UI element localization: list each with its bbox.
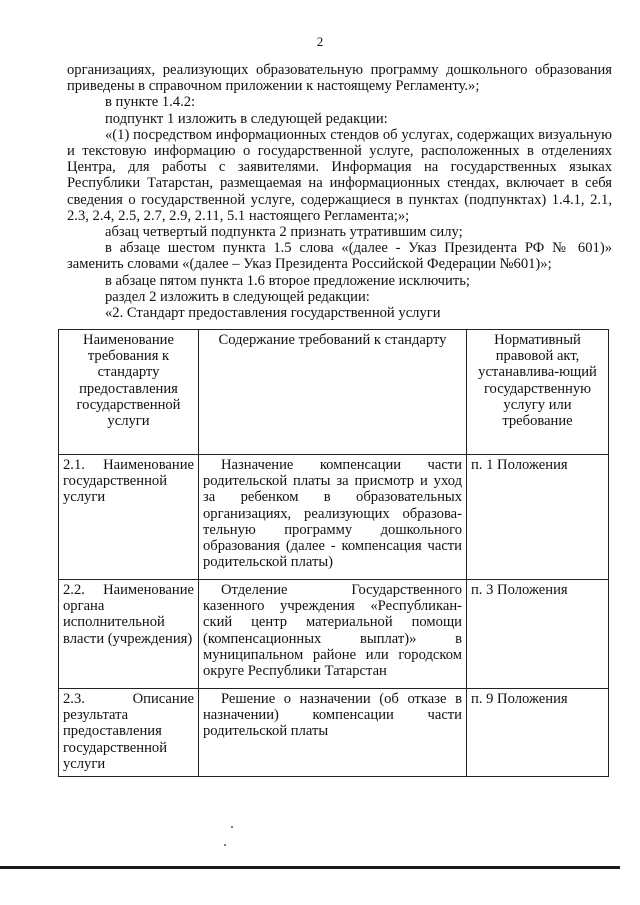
body-text <box>67 62 612 321</box>
scan-speck <box>224 844 226 846</box>
table-row <box>59 455 609 580</box>
column-header: Содержание требований к стандарту <box>199 330 467 455</box>
section-heading: «2. Стандарт предоставления государственной услуги <box>105 305 441 322</box>
paragraph: в пункте 1.4.2: <box>105 94 196 111</box>
content-text: Отделение Государственного казенного учреждения «Республикан-ский центр материальной помощи (компенсационных выплат)» в муниципальном районе или городском округе Республики Татарстан <box>203 582 462 680</box>
legal-act: п. 9 Положения <box>467 689 609 777</box>
legal-act: п. 1 Положения <box>467 455 609 580</box>
paragraph: абзац четвертый подпункта 2 признать утратившим силу; <box>105 224 463 241</box>
page-number: 2 <box>316 34 324 49</box>
requirement-name: 2.2. Наименование органа исполнительной власти (учреждения) <box>59 580 199 689</box>
requirement-content <box>199 580 467 689</box>
column-header: Нормативный правовой акт, устанавлива-ющий государственную услугу или требование <box>467 330 609 455</box>
table-row <box>59 580 609 689</box>
paragraph: в абзаце пятом пункта 1.6 второе предложение исключить; <box>105 272 470 289</box>
paragraph: раздел 2 изложить в следующей редакции: <box>105 288 370 305</box>
paragraph: организациях, реализующих образовательную программу дошкольного образования приведены в справочном приложении к настоящему Регламенту.»; <box>67 62 612 95</box>
paragraph: в абзаце шестом пункта 1.5 слова «(далее - Указ Президента РФ № 601)» заменить словами «(далее – Указ Президента Российской Федерации №601)»; <box>67 240 612 273</box>
requirement-content <box>199 455 467 580</box>
content-text: Назначение компенсации части родительской платы за присмотр и уход за ребенком в образовательных организациях, реализующих образова-тельную программу дошкольного образования (далее - компенсация части родительской платы) <box>203 457 462 571</box>
requirement-name: 2.3. Описание результата предоставления государственной услуги <box>59 689 199 777</box>
paragraph: «(1) посредством информационных стендов об услугах, содержащих визуальную и текстовую информацию о государственной услуге, расположенных в отделениях Центра, для работы с заявителями. Информация на государственных языках Республики Татарстан, размещаемая на информационных стендах, включает в себя сведения о государственной услуге, содержащиеся в пунктах (подпунктах) 1.4.1, 2.1, 2.3, 2.4, 2.5, 2.7, 2.9, 2.11, 5.1 настоящего Регламента;»; <box>67 126 612 224</box>
table-header-row <box>59 330 609 455</box>
legal-act: п. 3 Положения <box>467 580 609 689</box>
scan-edge-line <box>0 866 620 869</box>
requirement-name: 2.1. Наименование государственной услуги <box>59 455 199 580</box>
content-text: Решение о назначении (об отказе в назначении) компенсации части родительской платы <box>203 691 462 740</box>
paragraph: подпункт 1 изложить в следующей редакции: <box>105 110 388 127</box>
requirements-table <box>58 329 609 777</box>
table-row <box>59 689 609 777</box>
column-header: Наименование требования к стандарту предоставления государственной услуги <box>59 330 199 455</box>
requirement-content <box>199 689 467 777</box>
scan-speck <box>231 826 233 828</box>
